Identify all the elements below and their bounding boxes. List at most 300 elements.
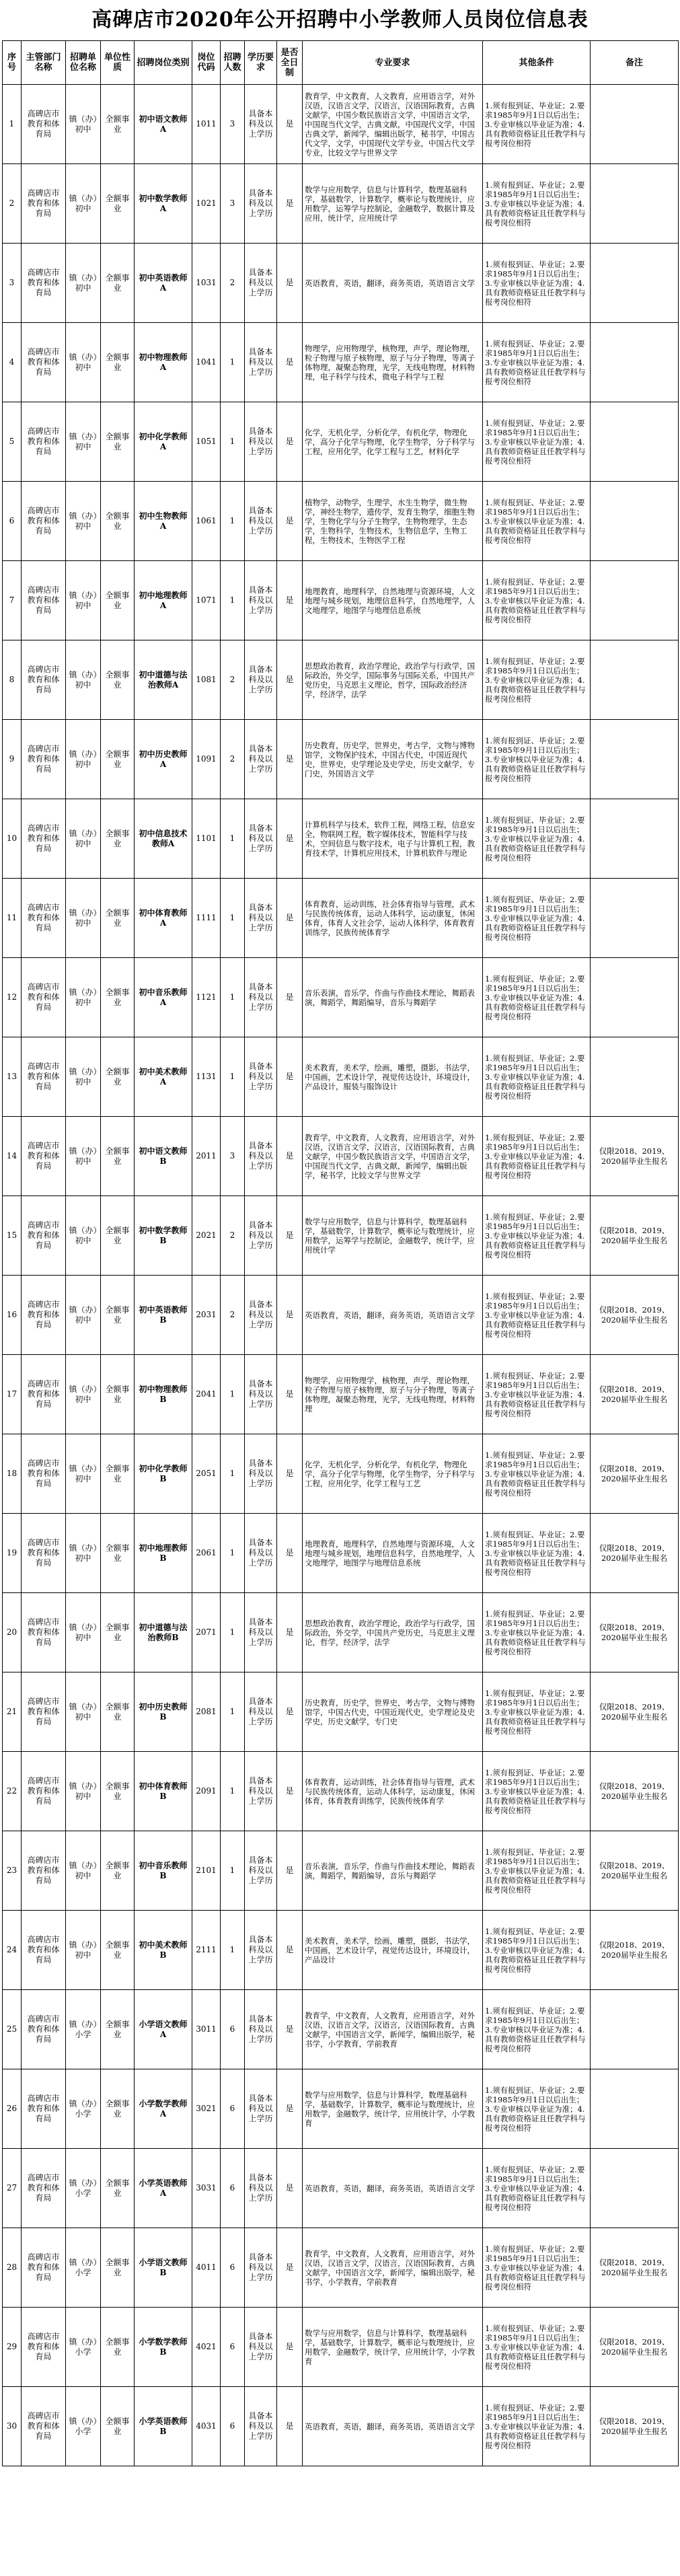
cell-count: 1 bbox=[221, 402, 245, 482]
cell-position: 初中地理教师A bbox=[135, 561, 192, 640]
cell-dept: 高碑店市教育和体育局 bbox=[22, 1990, 66, 2069]
cell-dept: 高碑店市教育和体育局 bbox=[22, 2228, 66, 2308]
positions-table bbox=[2, 40, 679, 2466]
cell-count: 6 bbox=[221, 2069, 245, 2149]
cell-unit: 镇（办）初中 bbox=[66, 561, 101, 640]
cell-count: 3 bbox=[221, 164, 245, 244]
cell-edu: 具备本科及以上学历 bbox=[245, 2149, 277, 2228]
cell-position: 初中语文教师A bbox=[135, 85, 192, 164]
cell-note bbox=[591, 402, 679, 482]
table-header bbox=[3, 41, 679, 85]
cell-nature: 全额事业 bbox=[101, 720, 135, 799]
cell-code: 1071 bbox=[192, 561, 221, 640]
header-row bbox=[3, 41, 679, 85]
cell-dept: 高碑店市教育和体育局 bbox=[22, 1514, 66, 1593]
table-row bbox=[3, 1355, 679, 1434]
cell-position: 初中信息技术教师A bbox=[135, 799, 192, 879]
cell-edu: 具备本科及以上学历 bbox=[245, 2069, 277, 2149]
cell-note bbox=[591, 2069, 679, 2149]
cell-seq: 8 bbox=[3, 640, 22, 720]
cell-code: 1081 bbox=[192, 640, 221, 720]
cell-fulltime: 是 bbox=[277, 958, 303, 1037]
cell-seq: 24 bbox=[3, 1911, 22, 1990]
cell-nature: 全额事业 bbox=[101, 2149, 135, 2228]
table-row bbox=[3, 958, 679, 1037]
cell-nature: 全额事业 bbox=[101, 1911, 135, 1990]
cell-nature: 全额事业 bbox=[101, 482, 135, 561]
cell-position: 初中体育教师A bbox=[135, 879, 192, 958]
cell-code: 1061 bbox=[192, 482, 221, 561]
cell-seq: 4 bbox=[3, 323, 22, 402]
cell-unit: 镇（办）初中 bbox=[66, 244, 101, 323]
cell-seq: 9 bbox=[3, 720, 22, 799]
cell-conditions: 1.须有报到证、毕业证；2.要求1985年9月1日以后出生；3.专业审核以毕业证为准；4.具有教师资格证且任教学科与报考岗位相符 bbox=[483, 2228, 591, 2308]
cell-conditions: 1.须有报到证、毕业证；2.要求1985年9月1日以后出生；3.专业审核以毕业证为准；4.具有教师资格证且任教学科与报考岗位相符 bbox=[483, 1434, 591, 1514]
cell-major: 英语教育，英语，翻译，商务英语，英语语言文学 bbox=[303, 1276, 483, 1355]
cell-unit: 镇（办）初中 bbox=[66, 1276, 101, 1355]
cell-position: 小学英语教师B bbox=[135, 2387, 192, 2466]
cell-unit: 镇（办）初中 bbox=[66, 482, 101, 561]
cell-note: 仅限2018、2019、2020届毕业生报名 bbox=[591, 1196, 679, 1276]
cell-dept: 高碑店市教育和体育局 bbox=[22, 1276, 66, 1355]
cell-conditions: 1.须有报到证、毕业证；2.要求1985年9月1日以后出生；3.专业审核以毕业证为准；4.具有教师资格证且任教学科与报考岗位相符 bbox=[483, 720, 591, 799]
cell-count: 1 bbox=[221, 1672, 245, 1752]
cell-conditions: 1.须有报到证、毕业证；2.要求1985年9月1日以后出生；3.专业审核以毕业证为准；4.具有教师资格证且任教学科与报考岗位相符 bbox=[483, 1196, 591, 1276]
cell-code: 2061 bbox=[192, 1514, 221, 1593]
cell-dept: 高碑店市教育和体育局 bbox=[22, 799, 66, 879]
cell-seq: 16 bbox=[3, 1276, 22, 1355]
cell-position: 初中历史教师B bbox=[135, 1672, 192, 1752]
cell-count: 2 bbox=[221, 1276, 245, 1355]
cell-fulltime: 是 bbox=[277, 244, 303, 323]
table-row bbox=[3, 164, 679, 244]
cell-major: 教育学，中文教育，人文教育，应用语言学，对外汉语，汉语言文学，汉语言，汉语国际教育，古典文献学，中国少数民族语言文学，中国语言文学，中国现当代文学，古典文献，中国现代文学，中国古典文学，新闻学，编辑出版学，秘书学，中国古代文学，文学，中国现代文学专业，中国古代文学专业，比较文学与世界文学 bbox=[303, 85, 483, 164]
cell-seq: 26 bbox=[3, 2069, 22, 2149]
cell-code: 1051 bbox=[192, 402, 221, 482]
cell-unit: 镇（办）初中 bbox=[66, 640, 101, 720]
cell-nature: 全额事业 bbox=[101, 1990, 135, 2069]
cell-dept: 高碑店市教育和体育局 bbox=[22, 85, 66, 164]
table-row bbox=[3, 1514, 679, 1593]
cell-position: 初中英语教师A bbox=[135, 244, 192, 323]
cell-seq: 18 bbox=[3, 1434, 22, 1514]
cell-major: 地理教育，地理科学，自然地理与资源环境，人文地理与城乡规划，地理信息科学，自然地理学，人文地理学，地图学与地理信息系统 bbox=[303, 1514, 483, 1593]
cell-position: 初中生物教师A bbox=[135, 482, 192, 561]
cell-conditions: 1.须有报到证、毕业证；2.要求1985年9月1日以后出生；3.专业审核以毕业证为准；4.具有教师资格证且任教学科与报考岗位相符 bbox=[483, 1911, 591, 1990]
cell-fulltime: 是 bbox=[277, 1911, 303, 1990]
cell-note bbox=[591, 720, 679, 799]
cell-position: 小学数学教师B bbox=[135, 2308, 192, 2387]
cell-count: 6 bbox=[221, 2149, 245, 2228]
cell-position: 初中数学教师A bbox=[135, 164, 192, 244]
cell-conditions: 1.须有报到证、毕业证；2.要求1985年9月1日以后出生；3.专业审核以毕业证为准；4.具有教师资格证且任教学科与报考岗位相符 bbox=[483, 561, 591, 640]
cell-conditions: 1.须有报到证、毕业证；2.要求1985年9月1日以后出生；3.专业审核以毕业证为准；4.具有教师资格证且任教学科与报考岗位相符 bbox=[483, 1831, 591, 1911]
cell-edu: 具备本科及以上学历 bbox=[245, 640, 277, 720]
cell-unit: 镇（办）初中 bbox=[66, 1434, 101, 1514]
cell-major: 地理教育，地理科学，自然地理与资源环境，人文地理与城乡规划，地理信息科学，自然地理学，人文地理学，地图学与地理信息系统 bbox=[303, 561, 483, 640]
table-row bbox=[3, 879, 679, 958]
cell-position: 初中英语教师B bbox=[135, 1276, 192, 1355]
cell-conditions: 1.须有报到证、毕业证；2.要求1985年9月1日以后出生；3.专业审核以毕业证为准；4.具有教师资格证且任教学科与报考岗位相符 bbox=[483, 640, 591, 720]
table-row bbox=[3, 1911, 679, 1990]
cell-count: 1 bbox=[221, 1911, 245, 1990]
cell-note bbox=[591, 879, 679, 958]
cell-position: 初中道德与法治教师B bbox=[135, 1593, 192, 1672]
cell-major: 英语教育，英语，翻译，商务英语，英语语言文学 bbox=[303, 244, 483, 323]
header-note: 备注 bbox=[591, 41, 679, 85]
cell-conditions: 1.须有报到证、毕业证；2.要求1985年9月1日以后出生；3.专业审核以毕业证为准；4.具有教师资格证且任教学科与报考岗位相符 bbox=[483, 164, 591, 244]
cell-nature: 全额事业 bbox=[101, 402, 135, 482]
table-row bbox=[3, 1434, 679, 1514]
cell-count: 1 bbox=[221, 1355, 245, 1434]
cell-code: 2101 bbox=[192, 1831, 221, 1911]
cell-edu: 具备本科及以上学历 bbox=[245, 720, 277, 799]
cell-position: 初中数学教师B bbox=[135, 1196, 192, 1276]
cell-seq: 19 bbox=[3, 1514, 22, 1593]
cell-unit: 镇（办）初中 bbox=[66, 879, 101, 958]
cell-fulltime: 是 bbox=[277, 323, 303, 402]
cell-dept: 高碑店市教育和体育局 bbox=[22, 2387, 66, 2466]
cell-count: 1 bbox=[221, 1434, 245, 1514]
cell-major: 植物学，动物学，生理学，水生生物学，微生物学，神经生物学，遗传学，发育生物学，细胞生物学，生物化学与分子生物学，生物物理学，生态学，生物科学，生物技术，生物信息学，生物工程，生物技术，生物医学工程 bbox=[303, 482, 483, 561]
cell-seq: 22 bbox=[3, 1752, 22, 1831]
cell-note bbox=[591, 561, 679, 640]
cell-fulltime: 是 bbox=[277, 1037, 303, 1117]
cell-conditions: 1.须有报到证、毕业证；2.要求1985年9月1日以后出生；3.专业审核以毕业证为准；4.具有教师资格证且任教学科与报考岗位相符 bbox=[483, 2387, 591, 2466]
cell-edu: 具备本科及以上学历 bbox=[245, 482, 277, 561]
cell-conditions: 1.须有报到证、毕业证；2.要求1985年9月1日以后出生；3.专业审核以毕业证为准；4.具有教师资格证且任教学科与报考岗位相符 bbox=[483, 482, 591, 561]
cell-major: 美术教育，美术学，绘画，雕塑，摄影，书法学，中国画，艺术设计学，视觉传达设计，环境设计，产品设计，服装与服饰设计 bbox=[303, 1037, 483, 1117]
cell-fulltime: 是 bbox=[277, 402, 303, 482]
cell-nature: 全额事业 bbox=[101, 958, 135, 1037]
cell-fulltime: 是 bbox=[277, 1117, 303, 1196]
cell-fulltime: 是 bbox=[277, 1831, 303, 1911]
cell-seq: 28 bbox=[3, 2228, 22, 2308]
cell-note: 仅限2018、2019、2020届毕业生报名 bbox=[591, 1672, 679, 1752]
table-row bbox=[3, 85, 679, 164]
cell-major: 思想政治教育，政治学理论，政治学与行政学，国际政治，外交学，国际事务与国际关系，中国共产党历史，马克思主义理论，哲学，国际政治经济学，经济学，法学 bbox=[303, 640, 483, 720]
cell-fulltime: 是 bbox=[277, 2069, 303, 2149]
cell-fulltime: 是 bbox=[277, 2149, 303, 2228]
cell-seq: 6 bbox=[3, 482, 22, 561]
cell-dept: 高碑店市教育和体育局 bbox=[22, 164, 66, 244]
cell-dept: 高碑店市教育和体育局 bbox=[22, 2149, 66, 2228]
cell-dept: 高碑店市教育和体育局 bbox=[22, 2069, 66, 2149]
cell-count: 6 bbox=[221, 2308, 245, 2387]
cell-nature: 全额事业 bbox=[101, 2387, 135, 2466]
cell-count: 2 bbox=[221, 720, 245, 799]
cell-seq: 21 bbox=[3, 1672, 22, 1752]
cell-code: 4011 bbox=[192, 2228, 221, 2308]
cell-unit: 镇（办）初中 bbox=[66, 1672, 101, 1752]
cell-count: 1 bbox=[221, 323, 245, 402]
cell-edu: 具备本科及以上学历 bbox=[245, 1037, 277, 1117]
cell-dept: 高碑店市教育和体育局 bbox=[22, 720, 66, 799]
cell-edu: 具备本科及以上学历 bbox=[245, 2387, 277, 2466]
cell-edu: 具备本科及以上学历 bbox=[245, 1990, 277, 2069]
cell-position: 小学语文教师B bbox=[135, 2228, 192, 2308]
cell-note bbox=[591, 323, 679, 402]
header-count: 招聘人数 bbox=[221, 41, 245, 85]
cell-fulltime: 是 bbox=[277, 2308, 303, 2387]
cell-dept: 高碑店市教育和体育局 bbox=[22, 1593, 66, 1672]
cell-conditions: 1.须有报到证、毕业证；2.要求1985年9月1日以后出生；3.专业审核以毕业证为准；4.具有教师资格证且任教学科与报考岗位相符 bbox=[483, 244, 591, 323]
cell-edu: 具备本科及以上学历 bbox=[245, 1752, 277, 1831]
cell-unit: 镇（办）初中 bbox=[66, 1037, 101, 1117]
cell-position: 初中历史教师A bbox=[135, 720, 192, 799]
table-row bbox=[3, 1276, 679, 1355]
table-row bbox=[3, 244, 679, 323]
cell-conditions: 1.须有报到证、毕业证；2.要求1985年9月1日以后出生；3.专业审核以毕业证为准；4.具有教师资格证且任教学科与报考岗位相符 bbox=[483, 1037, 591, 1117]
cell-dept: 高碑店市教育和体育局 bbox=[22, 2308, 66, 2387]
cell-dept: 高碑店市教育和体育局 bbox=[22, 1752, 66, 1831]
cell-fulltime: 是 bbox=[277, 1355, 303, 1434]
cell-edu: 具备本科及以上学历 bbox=[245, 323, 277, 402]
cell-major: 英语教育，英语，翻译，商务英语，英语语言文学 bbox=[303, 2387, 483, 2466]
header-edu: 学历要求 bbox=[245, 41, 277, 85]
cell-seq: 11 bbox=[3, 879, 22, 958]
cell-unit: 镇（办）初中 bbox=[66, 1117, 101, 1196]
cell-seq: 30 bbox=[3, 2387, 22, 2466]
cell-count: 1 bbox=[221, 482, 245, 561]
cell-edu: 具备本科及以上学历 bbox=[245, 85, 277, 164]
cell-position: 初中物理教师B bbox=[135, 1355, 192, 1434]
cell-fulltime: 是 bbox=[277, 561, 303, 640]
cell-edu: 具备本科及以上学历 bbox=[245, 1593, 277, 1672]
cell-seq: 12 bbox=[3, 958, 22, 1037]
cell-major: 历史教育，历史学，世界史，考古学，文物与博物馆学，文物保护技术，中国古代史，中国近现代史，世界史，史学理论及史学史，历史文献学，专门史，外国语言文学 bbox=[303, 720, 483, 799]
table-row bbox=[3, 1117, 679, 1196]
header-seq: 序号 bbox=[3, 41, 22, 85]
cell-unit: 镇（办）初中 bbox=[66, 85, 101, 164]
cell-note bbox=[591, 799, 679, 879]
cell-seq: 5 bbox=[3, 402, 22, 482]
cell-nature: 全额事业 bbox=[101, 561, 135, 640]
cell-note bbox=[591, 482, 679, 561]
cell-code: 2071 bbox=[192, 1593, 221, 1672]
cell-nature: 全额事业 bbox=[101, 244, 135, 323]
cell-nature: 全额事业 bbox=[101, 1037, 135, 1117]
cell-count: 1 bbox=[221, 1752, 245, 1831]
cell-note: 仅限2018、2019、2020届毕业生报名 bbox=[591, 2228, 679, 2308]
cell-fulltime: 是 bbox=[277, 1514, 303, 1593]
cell-dept: 高碑店市教育和体育局 bbox=[22, 1355, 66, 1434]
cell-major: 思想政治教育，政治学理论，政治学与行政学，国际政治，外交学，中国共产党历史，马克思主义理论，哲学，经济学，法学 bbox=[303, 1593, 483, 1672]
table-row bbox=[3, 1831, 679, 1911]
header-fulltime: 是否全日制 bbox=[277, 41, 303, 85]
cell-conditions: 1.须有报到证、毕业证；2.要求1985年9月1日以后出生；3.专业审核以毕业证为准；4.具有教师资格证且任教学科与报考岗位相符 bbox=[483, 85, 591, 164]
cell-fulltime: 是 bbox=[277, 2228, 303, 2308]
cell-conditions: 1.须有报到证、毕业证；2.要求1985年9月1日以后出生；3.专业审核以毕业证为准；4.具有教师资格证且任教学科与报考岗位相符 bbox=[483, 323, 591, 402]
cell-major: 教育学，中文教育，人文教育，应用语言学，对外汉语，汉语言文学，汉语言，汉语国际教育，古典文献学，中国少数民族语言文学，中国语言文学，中国现当代文学，古典文献，新闻学，编辑出版学，秘书学，比较文学与世界文学 bbox=[303, 1117, 483, 1196]
cell-code: 2051 bbox=[192, 1434, 221, 1514]
cell-unit: 镇（办）初中 bbox=[66, 1593, 101, 1672]
cell-conditions: 1.须有报到证、毕业证；2.要求1985年9月1日以后出生；3.专业审核以毕业证为准；4.具有教师资格证且任教学科与报考岗位相符 bbox=[483, 1752, 591, 1831]
cell-edu: 具备本科及以上学历 bbox=[245, 1196, 277, 1276]
cell-note: 仅限2018、2019、2020届毕业生报名 bbox=[591, 1593, 679, 1672]
cell-seq: 29 bbox=[3, 2308, 22, 2387]
table-row bbox=[3, 2308, 679, 2387]
cell-code: 3031 bbox=[192, 2149, 221, 2228]
cell-conditions: 1.须有报到证、毕业证；2.要求1985年9月1日以后出生；3.专业审核以毕业证为准；4.具有教师资格证且任教学科与报考岗位相符 bbox=[483, 1990, 591, 2069]
table-row bbox=[3, 2387, 679, 2466]
cell-seq: 23 bbox=[3, 1831, 22, 1911]
cell-conditions: 1.须有报到证、毕业证；2.要求1985年9月1日以后出生；3.专业审核以毕业证为准；4.具有教师资格证且任教学科与报考岗位相符 bbox=[483, 799, 591, 879]
cell-major: 音乐表演，音乐学，作曲与作曲技术理论，舞蹈表演，舞蹈学，舞蹈编导，音乐与舞蹈学 bbox=[303, 958, 483, 1037]
cell-major: 数学与应用数学，信息与计算科学，数理基础科学，基础数学，计算数学，概率论与数理统计，应用数学，金融数学，统计学，应用统计学，小学教育 bbox=[303, 2308, 483, 2387]
cell-nature: 全额事业 bbox=[101, 1276, 135, 1355]
cell-count: 3 bbox=[221, 85, 245, 164]
cell-nature: 全额事业 bbox=[101, 2228, 135, 2308]
cell-count: 1 bbox=[221, 1514, 245, 1593]
cell-major: 英语教育，英语，翻译，商务英语，英语语言文学 bbox=[303, 2149, 483, 2228]
table-row bbox=[3, 1196, 679, 1276]
cell-seq: 27 bbox=[3, 2149, 22, 2228]
cell-conditions: 1.须有报到证、毕业证；2.要求1985年9月1日以后出生；3.专业审核以毕业证为准；4.具有教师资格证且任教学科与报考岗位相符 bbox=[483, 879, 591, 958]
cell-position: 初中美术教师A bbox=[135, 1037, 192, 1117]
cell-note: 仅限2018、2019、2020届毕业生报名 bbox=[591, 1514, 679, 1593]
cell-position: 初中地理教师B bbox=[135, 1514, 192, 1593]
cell-seq: 14 bbox=[3, 1117, 22, 1196]
cell-nature: 全额事业 bbox=[101, 1514, 135, 1593]
cell-unit: 镇（办）小学 bbox=[66, 2149, 101, 2228]
cell-count: 2 bbox=[221, 1196, 245, 1276]
cell-fulltime: 是 bbox=[277, 164, 303, 244]
cell-fulltime: 是 bbox=[277, 720, 303, 799]
cell-note bbox=[591, 1990, 679, 2069]
table-row bbox=[3, 1752, 679, 1831]
cell-count: 6 bbox=[221, 2228, 245, 2308]
cell-unit: 镇（办）初中 bbox=[66, 1831, 101, 1911]
cell-count: 3 bbox=[221, 1117, 245, 1196]
cell-major: 物理学，应用物理学，核物理，声学，理论物理，粒子物理与原子核物理，原子与分子物理，等离子体物理，凝聚态物理，光学，无线电物理，材料物理 bbox=[303, 1355, 483, 1434]
cell-nature: 全额事业 bbox=[101, 1117, 135, 1196]
table-row bbox=[3, 482, 679, 561]
cell-note: 仅限2018、2019、2020届毕业生报名 bbox=[591, 2308, 679, 2387]
cell-code: 2011 bbox=[192, 1117, 221, 1196]
cell-fulltime: 是 bbox=[277, 1990, 303, 2069]
cell-fulltime: 是 bbox=[277, 1593, 303, 1672]
cell-code: 1131 bbox=[192, 1037, 221, 1117]
cell-seq: 17 bbox=[3, 1355, 22, 1434]
cell-count: 1 bbox=[221, 958, 245, 1037]
cell-edu: 具备本科及以上学历 bbox=[245, 879, 277, 958]
cell-dept: 高碑店市教育和体育局 bbox=[22, 1831, 66, 1911]
cell-position: 初中语文教师B bbox=[135, 1117, 192, 1196]
cell-nature: 全额事业 bbox=[101, 640, 135, 720]
cell-code: 1091 bbox=[192, 720, 221, 799]
cell-dept: 高碑店市教育和体育局 bbox=[22, 482, 66, 561]
cell-unit: 镇（办）初中 bbox=[66, 799, 101, 879]
cell-unit: 镇（办）初中 bbox=[66, 1514, 101, 1593]
cell-count: 1 bbox=[221, 1037, 245, 1117]
cell-nature: 全额事业 bbox=[101, 879, 135, 958]
table-row bbox=[3, 561, 679, 640]
cell-note bbox=[591, 1037, 679, 1117]
cell-seq: 13 bbox=[3, 1037, 22, 1117]
cell-count: 6 bbox=[221, 1990, 245, 2069]
cell-position: 小学语文教师A bbox=[135, 1990, 192, 2069]
cell-dept: 高碑店市教育和体育局 bbox=[22, 1037, 66, 1117]
cell-unit: 镇（办）小学 bbox=[66, 2308, 101, 2387]
header-nature: 单位性质 bbox=[101, 41, 135, 85]
cell-seq: 25 bbox=[3, 1990, 22, 2069]
table-row bbox=[3, 640, 679, 720]
cell-conditions: 1.须有报到证、毕业证；2.要求1985年9月1日以后出生；3.专业审核以毕业证为准；4.具有教师资格证且任教学科与报考岗位相符 bbox=[483, 402, 591, 482]
cell-seq: 10 bbox=[3, 799, 22, 879]
cell-count: 1 bbox=[221, 799, 245, 879]
table-row bbox=[3, 1990, 679, 2069]
cell-note bbox=[591, 164, 679, 244]
cell-code: 2111 bbox=[192, 1911, 221, 1990]
cell-code: 2021 bbox=[192, 1196, 221, 1276]
header-code: 岗位代码 bbox=[192, 41, 221, 85]
cell-unit: 镇（办）小学 bbox=[66, 2387, 101, 2466]
cell-edu: 具备本科及以上学历 bbox=[245, 958, 277, 1037]
cell-note bbox=[591, 244, 679, 323]
cell-dept: 高碑店市教育和体育局 bbox=[22, 561, 66, 640]
cell-unit: 镇（办）初中 bbox=[66, 164, 101, 244]
header-category: 招聘岗位类别 bbox=[135, 41, 192, 85]
cell-position: 初中物理教师A bbox=[135, 323, 192, 402]
cell-unit: 镇（办）小学 bbox=[66, 1990, 101, 2069]
cell-position: 小学英语教师A bbox=[135, 2149, 192, 2228]
cell-unit: 镇（办）初中 bbox=[66, 958, 101, 1037]
cell-dept: 高碑店市教育和体育局 bbox=[22, 1911, 66, 1990]
cell-unit: 镇（办）初中 bbox=[66, 1196, 101, 1276]
table-row bbox=[3, 402, 679, 482]
cell-nature: 全额事业 bbox=[101, 1434, 135, 1514]
cell-conditions: 1.须有报到证、毕业证；2.要求1985年9月1日以后出生；3.专业审核以毕业证为准；4.具有教师资格证且任教学科与报考岗位相符 bbox=[483, 1514, 591, 1593]
cell-edu: 具备本科及以上学历 bbox=[245, 1117, 277, 1196]
cell-major: 体育教育，运动训练，社会体育指导与管理，武术与民族传统体育，运动人体科学，运动康复，休闲体育，体育人文社会学，运动人体科学，体育教育训练学，民族传统体育学 bbox=[303, 879, 483, 958]
cell-count: 2 bbox=[221, 244, 245, 323]
cell-edu: 具备本科及以上学历 bbox=[245, 561, 277, 640]
cell-edu: 具备本科及以上学历 bbox=[245, 1514, 277, 1593]
cell-edu: 具备本科及以上学历 bbox=[245, 799, 277, 879]
cell-count: 1 bbox=[221, 879, 245, 958]
cell-nature: 全额事业 bbox=[101, 2069, 135, 2149]
cell-note: 仅限2018、2019、2020届毕业生报名 bbox=[591, 1434, 679, 1514]
cell-unit: 镇（办）初中 bbox=[66, 1355, 101, 1434]
table-row bbox=[3, 720, 679, 799]
cell-code: 1101 bbox=[192, 799, 221, 879]
cell-seq: 2 bbox=[3, 164, 22, 244]
cell-fulltime: 是 bbox=[277, 2387, 303, 2466]
cell-edu: 具备本科及以上学历 bbox=[245, 1911, 277, 1990]
cell-conditions: 1.须有报到证、毕业证；2.要求1985年9月1日以后出生；3.专业审核以毕业证为准；4.具有教师资格证且任教学科与报考岗位相符 bbox=[483, 1117, 591, 1196]
cell-nature: 全额事业 bbox=[101, 799, 135, 879]
cell-edu: 具备本科及以上学历 bbox=[245, 164, 277, 244]
cell-code: 1041 bbox=[192, 323, 221, 402]
cell-conditions: 1.须有报到证、毕业证；2.要求1985年9月1日以后出生；3.专业审核以毕业证为准；4.具有教师资格证且任教学科与报考岗位相符 bbox=[483, 2069, 591, 2149]
cell-note: 仅限2018、2019、2020届毕业生报名 bbox=[591, 1276, 679, 1355]
cell-note: 仅限2018、2019、2020届毕业生报名 bbox=[591, 1752, 679, 1831]
cell-unit: 镇（办）小学 bbox=[66, 2069, 101, 2149]
table-body bbox=[3, 85, 679, 2466]
header-unit: 招聘单位名称 bbox=[66, 41, 101, 85]
cell-seq: 1 bbox=[3, 85, 22, 164]
header-major: 专业要求 bbox=[303, 41, 483, 85]
cell-fulltime: 是 bbox=[277, 1276, 303, 1355]
cell-major: 数学与应用数学，信息与计算科学，数理基础科学，基础数学，计算数学，概率论与数理统计，应用数学，运筹学与控制论，金融数学，统计学，应用统计学 bbox=[303, 1196, 483, 1276]
cell-code: 2041 bbox=[192, 1355, 221, 1434]
cell-seq: 3 bbox=[3, 244, 22, 323]
cell-conditions: 1.须有报到证、毕业证；2.要求1985年9月1日以后出生；3.专业审核以毕业证为准；4.具有教师资格证且任教学科与报考岗位相符 bbox=[483, 2149, 591, 2228]
table-row bbox=[3, 1672, 679, 1752]
cell-code: 2031 bbox=[192, 1276, 221, 1355]
table-row bbox=[3, 799, 679, 879]
